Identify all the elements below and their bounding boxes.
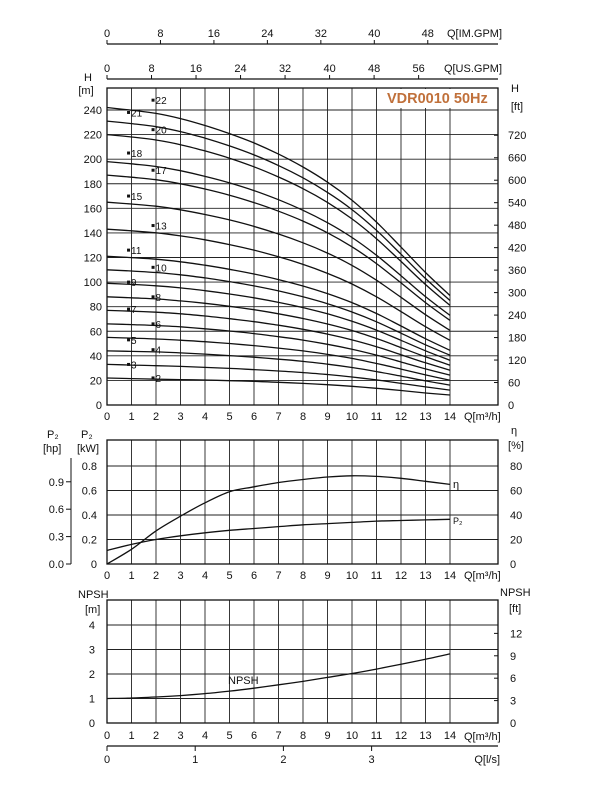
y-tick-label: 200	[83, 154, 102, 167]
hp-axis-unit: [hp]	[43, 443, 62, 455]
top-axis-tick-label: 8	[157, 28, 164, 40]
x-axis-title: Q[m³/h]	[464, 411, 501, 423]
x-tick-label: 13	[419, 411, 432, 423]
eff-tick-label: 40	[510, 510, 523, 522]
x-tick-label: 14	[443, 411, 457, 423]
kw-tick-label: 0	[90, 559, 97, 571]
x-tick-label: 4	[201, 411, 209, 423]
y-tick-label: 20	[89, 375, 102, 388]
head-chart	[78, 72, 526, 423]
hp-tick-label: 0.0	[48, 559, 64, 571]
x-axis-title: Q[m³/h]	[464, 570, 501, 582]
y-tick-label: 180	[83, 178, 102, 191]
stage-marker	[152, 322, 155, 325]
ls-tick-label: 3	[368, 754, 375, 766]
x-axis-title: Q[m³/h]	[464, 731, 501, 743]
npsh-chart	[78, 587, 531, 766]
x-tick-label: 0	[103, 730, 111, 742]
y-right-tick-label: 300	[508, 287, 527, 300]
x-tick-label: 6	[250, 730, 258, 742]
x-tick-label: 13	[419, 730, 432, 742]
x-tick-label: 6	[250, 570, 258, 582]
x-tick-label: 5	[226, 730, 233, 742]
x-tick-label: 11	[370, 570, 383, 582]
y-tick-label: 1	[88, 693, 95, 706]
y-tick-label: 160	[83, 203, 102, 216]
x-tick-label: 8	[299, 570, 307, 582]
ls-tick-label: 0	[103, 754, 111, 766]
npsh-series-label: NPSH	[228, 675, 259, 687]
y-right-tick-label: 0	[508, 400, 515, 412]
ls-tick-label: 1	[192, 754, 199, 766]
y-tick-label: 220	[83, 129, 102, 142]
stage-marker	[152, 224, 155, 227]
stage-label: 5	[131, 335, 137, 347]
efficiency-series-label: η	[453, 479, 460, 491]
y-tick-label: 80	[89, 301, 102, 314]
y-right-tick-label: 6	[510, 673, 517, 686]
ls-axis-title: Q[l/s]	[474, 754, 500, 766]
stage-marker	[127, 152, 130, 155]
npsh-plot-frame	[107, 600, 498, 723]
y-right-tick-label: 600	[508, 175, 527, 188]
top-axis-tick-label: 40	[368, 28, 381, 40]
top-axis-tick-label: 48	[421, 28, 434, 40]
stage-marker	[127, 195, 130, 198]
y-tick-label: 3	[88, 644, 95, 657]
x-tick-label: 9	[324, 570, 331, 582]
x-tick-label: 5	[226, 411, 233, 423]
y-right-tick-label: 420	[508, 242, 527, 255]
x-tick-label: 0	[103, 570, 111, 582]
stage-label: 4	[155, 345, 162, 357]
y-right-tick-label: 720	[508, 130, 527, 143]
top-axis-tick-label: 48	[367, 63, 381, 75]
stage-marker	[127, 249, 130, 252]
top-axis-tick-label: 16	[207, 28, 221, 40]
hp-tick-label: 0.6	[48, 504, 64, 517]
x-tick-label: 14	[443, 570, 457, 582]
x-tick-label: 12	[394, 730, 408, 742]
x-tick-label: 10	[345, 411, 359, 423]
x-tick-label: 3	[177, 570, 184, 582]
eff-tick-label: 20	[510, 534, 523, 547]
stage-label: 13	[155, 221, 167, 233]
x-tick-label: 2	[152, 730, 160, 742]
x-tick-label: 10	[345, 570, 359, 582]
x-tick-label: 4	[201, 730, 209, 742]
y-tick-label: 140	[83, 227, 102, 240]
y-right-tick-label: 540	[508, 197, 527, 210]
power-efficiency-chart	[43, 425, 524, 582]
stage-label: 11	[131, 246, 142, 258]
top-axis-tick-label: 8	[148, 63, 155, 75]
y-right-tick-label: 0	[510, 718, 517, 730]
y-axis-unit: [m]	[78, 85, 94, 97]
stage-label: 6	[155, 319, 162, 331]
y-right-axis-unit: [ft]	[510, 101, 524, 113]
kw-tick-label: 0.8	[81, 461, 97, 473]
x-tick-label: 8	[299, 730, 307, 742]
y-right-tick-label: 12	[510, 628, 523, 641]
stage-label: 2	[155, 373, 162, 385]
stage-marker	[127, 338, 130, 341]
y-right-tick-label: 360	[508, 265, 527, 278]
im-gpm-axis-title: Q[IM.GPM]	[447, 28, 502, 40]
stage-marker	[152, 128, 155, 131]
stage-label: 7	[131, 305, 137, 317]
x-tick-label: 4	[201, 570, 209, 582]
top-flow-axes	[104, 28, 502, 79]
top-axis-tick-label: 32	[278, 63, 292, 75]
y-right-axis-title: H	[511, 83, 519, 95]
stage-label: 9	[131, 278, 137, 290]
y-tick-label: 2	[88, 669, 95, 681]
top-axis-tick-label: 24	[261, 28, 274, 40]
hp-tick-label: 0.9	[48, 476, 64, 489]
x-tick-label: 9	[324, 411, 331, 423]
stage-label: 20	[155, 125, 167, 137]
kw-tick-label: 0.4	[81, 510, 97, 522]
chart-title: VDR0010 50Hz	[387, 91, 488, 107]
x-tick-label: 9	[324, 730, 331, 742]
y-axis-unit: [m]	[85, 604, 101, 616]
kw-axis-unit: [kW]	[77, 443, 99, 455]
stage-label: 8	[155, 292, 162, 304]
kw-tick-label: 0.2	[81, 534, 97, 547]
eff-axis-unit: [%]	[508, 440, 524, 452]
x-tick-label: 1	[128, 730, 135, 742]
top-axis-tick-label: 24	[234, 63, 247, 75]
x-tick-label: 5	[226, 570, 233, 582]
stage-marker	[152, 348, 155, 351]
top-axis-tick-label: 0	[103, 63, 111, 75]
y-axis-title: H	[84, 72, 92, 84]
stage-marker	[127, 111, 130, 114]
x-tick-label: 1	[128, 411, 135, 423]
eff-tick-label: 60	[510, 485, 523, 498]
x-tick-label: 11	[370, 730, 383, 742]
stage-label: 15	[131, 192, 143, 204]
y-right-tick-label: 60	[508, 377, 521, 390]
top-axis-tick-label: 56	[412, 63, 425, 75]
us-gpm-axis-title: Q[US.GPM]	[443, 63, 502, 75]
top-axis-tick-label: 0	[103, 28, 111, 40]
x-tick-label: 8	[299, 411, 307, 423]
stage-marker	[152, 295, 155, 298]
x-tick-label: 11	[370, 411, 383, 423]
stage-marker	[152, 376, 155, 379]
x-tick-label: 7	[275, 411, 282, 423]
power-series-label: P₂	[453, 516, 463, 526]
ls-tick-label: 2	[280, 754, 287, 766]
kw-tick-label: 0.6	[81, 485, 97, 498]
y-right-tick-label: 3	[510, 695, 517, 708]
y-right-tick-label: 660	[508, 152, 527, 165]
y-right-tick-label: 180	[508, 332, 527, 345]
y-right-axis-unit: [ft]	[509, 603, 522, 615]
hp-axis-title: P₂	[47, 429, 59, 441]
x-tick-label: 3	[177, 411, 184, 423]
x-tick-label: 12	[394, 570, 408, 582]
y-tick-label: 40	[89, 350, 102, 363]
y-right-tick-label: 120	[508, 355, 527, 368]
stage-marker	[152, 169, 155, 172]
y-tick-label: 0	[88, 718, 95, 730]
top-axis-tick-label: 40	[323, 63, 336, 75]
top-axis-tick-label: 16	[189, 63, 203, 75]
stage-label: 17	[155, 166, 167, 178]
stage-label: 22	[155, 96, 167, 108]
y-tick-label: 4	[88, 620, 95, 632]
x-tick-label: 6	[250, 411, 258, 423]
y-right-tick-label: 240	[508, 310, 527, 323]
y-tick-label: 60	[89, 326, 102, 339]
x-tick-label: 2	[152, 570, 160, 582]
x-tick-label: 10	[345, 730, 359, 742]
stage-marker	[127, 308, 130, 311]
stage-label: 21	[131, 108, 143, 120]
x-tick-label: 2	[152, 411, 160, 423]
stage-marker	[127, 281, 130, 284]
y-right-tick-label: 9	[510, 650, 517, 663]
x-tick-label: 3	[177, 730, 184, 742]
eff-tick-label: 0	[510, 559, 517, 571]
stage-label: 10	[155, 263, 167, 275]
x-tick-label: 1	[128, 570, 135, 582]
power-plot-frame	[107, 440, 498, 564]
stage-label: 18	[131, 149, 143, 161]
eff-tick-label: 80	[510, 461, 523, 473]
kw-axis-title: P₂	[81, 429, 93, 441]
x-tick-label: 7	[275, 570, 282, 582]
y-right-axis-title: NPSH	[500, 587, 531, 599]
y-tick-label: 120	[83, 252, 102, 265]
y-axis-title: NPSH	[78, 589, 109, 601]
y-tick-label: 100	[83, 277, 102, 290]
stage-marker	[152, 99, 155, 102]
eff-axis-title: η	[510, 425, 518, 437]
top-axis-tick-label: 32	[314, 28, 327, 40]
x-tick-label: 0	[103, 411, 111, 423]
y-right-tick-label: 480	[508, 220, 527, 233]
x-tick-label: 12	[394, 411, 408, 423]
stage-marker	[152, 266, 155, 269]
x-tick-label: 13	[419, 570, 432, 582]
y-tick-label: 240	[83, 105, 102, 117]
stage-label: 3	[131, 360, 137, 372]
hp-tick-label: 0.3	[48, 531, 64, 544]
x-tick-label: 14	[443, 730, 457, 742]
x-tick-label: 7	[275, 730, 282, 742]
stage-marker	[127, 363, 130, 366]
y-tick-label: 0	[95, 400, 102, 412]
